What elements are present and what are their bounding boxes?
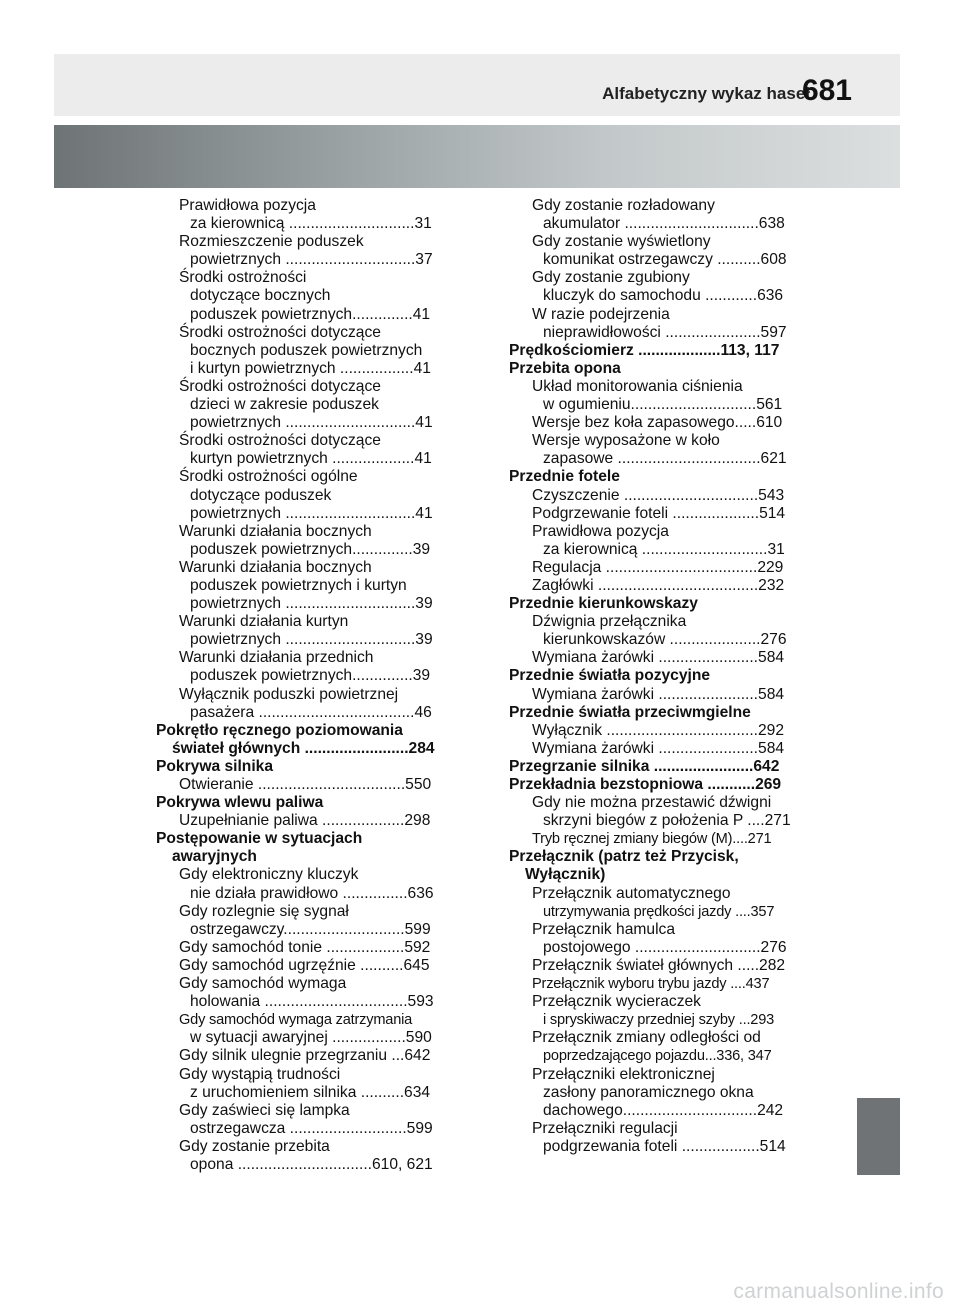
index-entry: dzieci w zakresie poduszek (190, 396, 379, 414)
index-entry: dotyczące poduszek (190, 486, 332, 504)
index-entry: powietrznych ..............................41 (190, 504, 433, 522)
index-entry: z uruchomieniem silnika ..........634 (190, 1083, 431, 1101)
index-entry: podgrzewania foteli ..................514 (543, 1137, 786, 1155)
index-entry: Gdy samochód tonie ..................592 (179, 938, 431, 956)
index-heading: Pokrywa wlewu paliwa (156, 794, 324, 812)
index-entry: Przełącznik wyboru trybu jazdy ....437 (532, 976, 770, 993)
index-entry: zasłony panoramicznego okna (543, 1083, 754, 1101)
index-entry: powietrznych ..............................39 (190, 631, 433, 649)
index-entry: Prawidłowa pozycja (179, 197, 316, 214)
index-entry: kluczyk do samochodu ............636 (543, 287, 784, 305)
index-entry: Układ monitorowania ciśnienia (532, 377, 743, 395)
index-entry: powietrznych ..............................41 (190, 414, 433, 432)
index-entry: Gdy nie można przestawić dźwigni (532, 794, 772, 812)
index-entry: poprzedzającego pojazdu...336, 347 (543, 1048, 772, 1065)
index-entry: Przełącznik hamulca (532, 920, 676, 938)
index-entry: Gdy rozlegnie się sygnał (179, 902, 349, 920)
index-column-left (156, 197, 472, 1174)
index-entry: Warunki działania kurtyn (179, 613, 349, 631)
index-entry: Przełączniki elektronicznej (532, 1065, 715, 1083)
index-entry: Gdy samochód wymaga zatrzymania (179, 1012, 413, 1029)
index-entry: dachowego...............................242 (543, 1101, 784, 1119)
page-title: Alfabetyczny wykaz haseł (602, 84, 810, 103)
index-entry: bocznych poduszek powietrznych (190, 341, 423, 359)
index-heading: Postępowanie w sytuacjach (156, 830, 363, 848)
index-entry: za kierownicą .............................31 (543, 540, 785, 558)
index-heading: Przednie światła przeciwmgielne (509, 703, 751, 721)
watermark: carmanualsonline.info (733, 1280, 944, 1303)
index-entry: powietrznych ..............................39 (190, 595, 433, 613)
index-entry: Podgrzewanie foteli ....................514 (532, 504, 786, 522)
index-heading: świateł głównych ........................284 (172, 739, 435, 757)
index-entry: Warunki działania bocznych (179, 558, 372, 576)
index-entry: utrzymywania prędkości jazdy ....357 (543, 903, 775, 920)
index-entry: Środki ostrożności ogólne (179, 468, 358, 486)
index-heading: Wyłącznik) (525, 866, 606, 884)
index-entry: holowania .................................593 (190, 993, 434, 1011)
index-entry: pasażera ....................................46 (190, 703, 432, 721)
index-entry: akumulator ...............................638 (543, 215, 785, 233)
index-entry: Warunki działania bocznych (179, 522, 372, 540)
index-entry: za kierownicą .............................31 (190, 215, 432, 233)
index-heading: Prędkościomierz ...................113, 117 (509, 341, 780, 359)
index-entry: Gdy zostanie przebita (179, 1137, 330, 1155)
index-entry: poduszek powietrznych..............41 (190, 305, 431, 323)
index-entry: Przełączniki regulacji (532, 1119, 678, 1137)
index-entry: Gdy elektroniczny kluczyk (179, 866, 359, 884)
index-heading: Pokrywa silnika (156, 757, 274, 775)
index-entry: W razie podejrzenia (532, 305, 670, 323)
index-entry: Wersje wyposażone w koło (532, 432, 720, 450)
index-entry: Środki ostrożności (179, 269, 307, 287)
page-number: 681 (801, 74, 852, 107)
index-entry: ostrzegawcza ...........................599 (190, 1119, 433, 1137)
index-entry: Wymiana żarówki .......................584 (532, 685, 785, 703)
index-entry: Gdy silnik ulegnie przegrzaniu ...642 (179, 1047, 431, 1065)
index-entry: i spryskiwaczy przedniej szyby ...293 (543, 1012, 775, 1029)
index-entry: w sytuacji awaryjnej .................590 (190, 1029, 432, 1047)
index-entry: Dźwignia przełącznika (532, 613, 687, 631)
index-heading: Przegrzanie silnika .......................642 (509, 757, 780, 775)
index-entry: kurtyn powietrznych ...................41 (190, 450, 432, 468)
index-entry: dotyczące bocznych (190, 287, 331, 305)
index-entry: Regulacja ...................................229 (532, 558, 784, 576)
index-entry: Przełącznik automatycznego (532, 884, 731, 902)
index-entry: nie działa prawidłowo ...............636 (190, 884, 434, 902)
index-entry: Zagłówki .....................................232 (532, 576, 785, 594)
index-heading: awaryjnych (172, 848, 257, 866)
index-entry: Przełącznik wycieraczek (532, 993, 701, 1011)
index-heading: Pokrętło ręcznego poziomowania (156, 721, 403, 739)
index-entry: poduszek powietrznych i kurtyn (190, 576, 407, 594)
index-entry: Wersje bez koła zapasowego.....610 (532, 414, 783, 432)
index-entry: ostrzegawczy............................599 (190, 920, 431, 938)
index-entry: Czyszczenie ...............................543 (532, 486, 785, 504)
index-entry: Otwieranie ..................................550 (179, 776, 432, 793)
index-entry: Wyłącznik poduszki powietrznej (179, 685, 399, 703)
index-entry: Środki ostrożności dotyczące (179, 432, 381, 450)
index-entry: w ogumieniu.............................561 (543, 396, 783, 414)
index-entry: Wyłącznik ...................................292 (532, 721, 785, 739)
index-entry: Gdy zostanie zgubiony (532, 269, 690, 287)
index-entry: kierunkowskazów .....................276 (543, 631, 787, 649)
index-entry: Gdy samochód wymaga (179, 975, 347, 993)
index-entry: Przełącznik zmiany odległości od (532, 1029, 761, 1047)
index-entry: Rozmieszczenie poduszek (179, 233, 364, 251)
index-heading: Przednie światła pozycyjne (509, 667, 711, 685)
index-entry: Gdy zaświeci się lampka (179, 1101, 350, 1119)
decorative-gradient-band (54, 125, 900, 188)
section-tab-marker (857, 1098, 900, 1175)
index-entry: Uzupełnianie paliwa ...................298 (179, 812, 431, 830)
index-entry: nieprawidłowości ......................597 (543, 323, 787, 341)
index-entry: poduszek powietrznych..............39 (190, 540, 431, 558)
index-entry: Gdy zostanie rozładowany (532, 197, 715, 214)
index-entry: Tryb ręcznej zmiany biegów (M)....271 (532, 831, 772, 848)
index-heading: Przednie kierunkowskazy (509, 595, 698, 613)
index-entry: Warunki działania przednich (179, 649, 374, 667)
index-entry: komunikat ostrzegawczy ..........608 (543, 251, 787, 269)
index-entry: skrzyni biegów z położenia P ....271 (543, 812, 791, 830)
index-heading: Przekładnia bezstopniowa ...........269 (509, 776, 782, 793)
index-entry: Wymiana żarówki .......................584 (532, 649, 785, 667)
index-entry: poduszek powietrznych..............39 (190, 667, 431, 685)
index-entry: Środki ostrożności dotyczące (179, 323, 381, 341)
index-entry: Środki ostrożności dotyczące (179, 377, 381, 395)
index-entry: Gdy samochód ugrzęźnie ..........645 (179, 956, 430, 974)
index-column-right (509, 197, 823, 1156)
index-entry: Przełącznik świateł głównych .....282 (532, 956, 786, 974)
index-entry: powietrznych ..............................37 (190, 251, 433, 269)
index-entry: i kurtyn powietrznych .................41 (190, 359, 431, 377)
index-heading: Przebita opona (509, 359, 621, 377)
index-entry: Wymiana żarówki .......................584 (532, 739, 785, 757)
index-entry: Prawidłowa pozycja (532, 522, 669, 540)
index-entry: postojowego .............................276 (543, 938, 787, 956)
index-heading: Przełącznik (patrz też Przycisk, (509, 848, 739, 866)
index-heading: Przednie fotele (509, 468, 620, 486)
index-entry: opona ...............................610, 621 (190, 1155, 433, 1173)
index-entry: zapasowe .................................621 (543, 450, 787, 468)
index-entry: Gdy wystąpią trudności (179, 1065, 341, 1083)
index-entry: Gdy zostanie wyświetlony (532, 233, 711, 251)
